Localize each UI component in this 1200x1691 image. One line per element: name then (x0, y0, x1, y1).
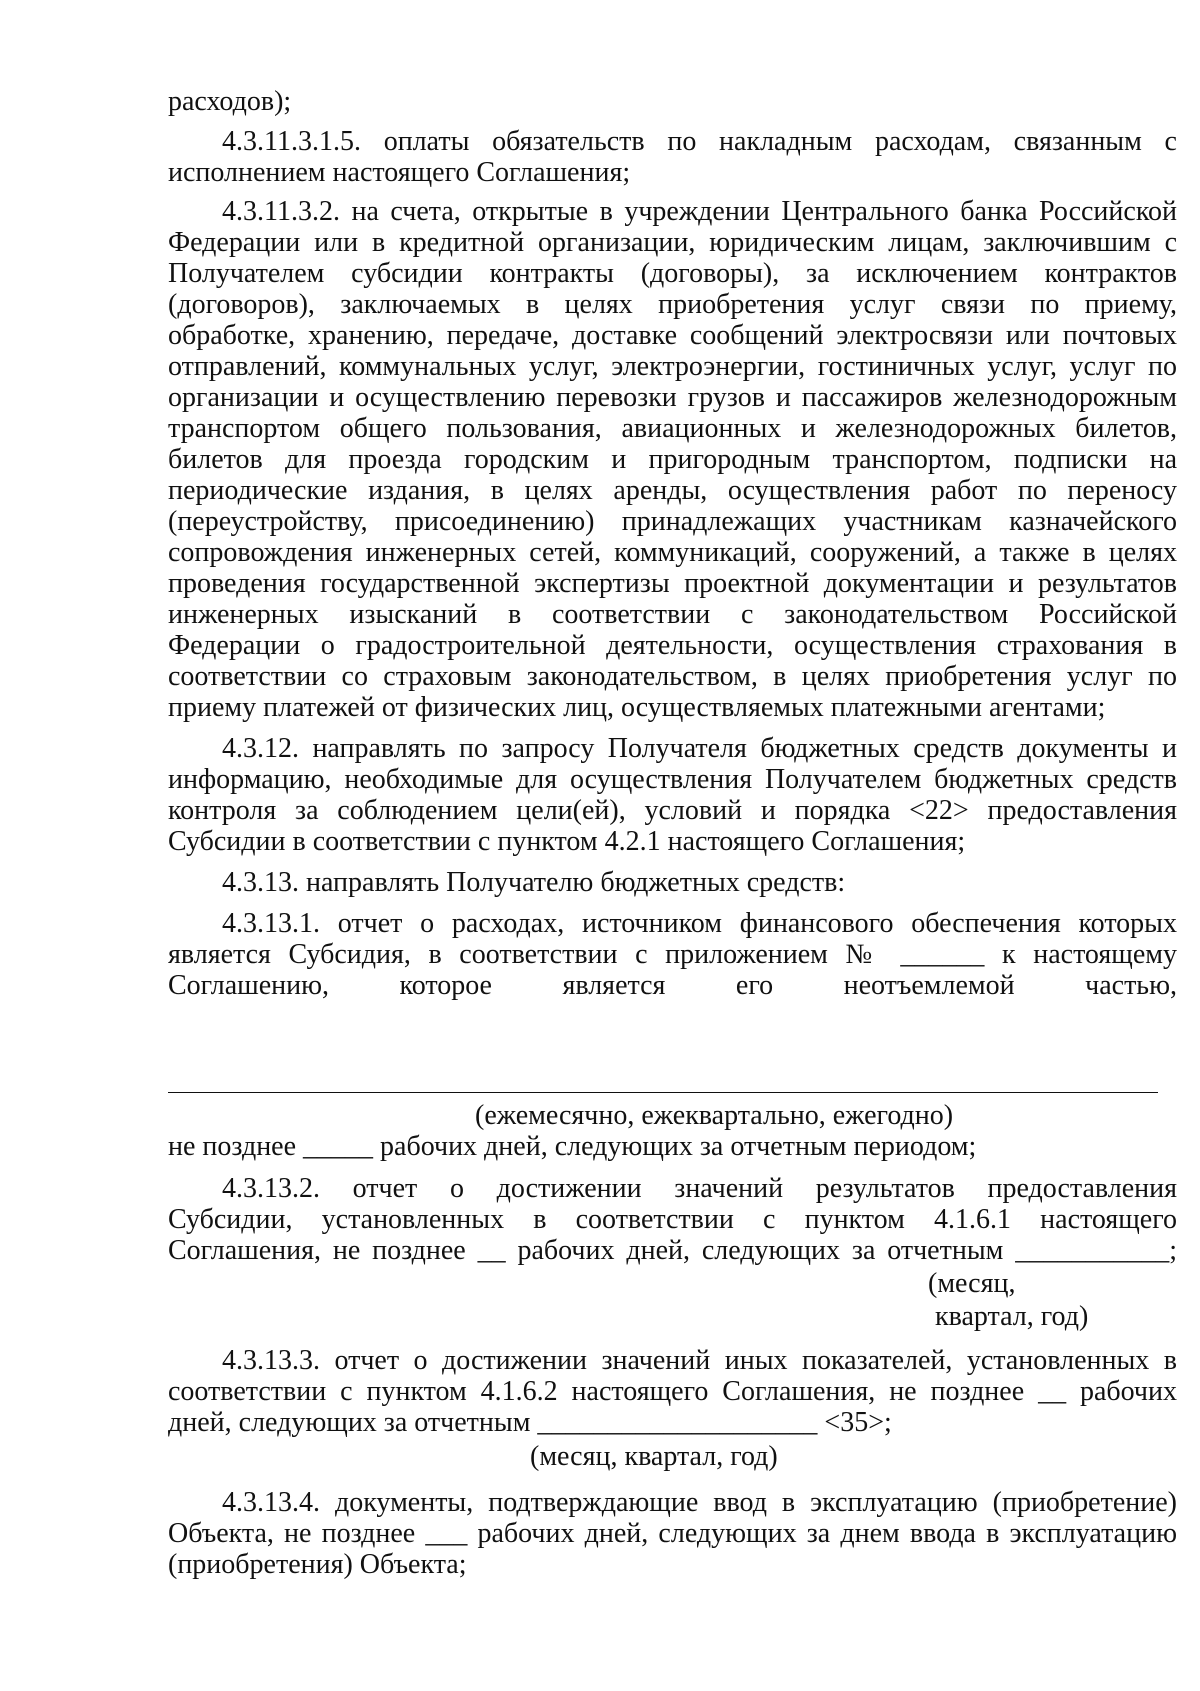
text-line: (приобретения) Объекта; (168, 1549, 467, 1580)
paragraph-4-3-12: 4.3.12. направлять по запросу Получателя бюджетных средств документы и (222, 733, 1177, 764)
text-line: информацию, необходимые для осуществления Получателем бюджетных средств (168, 764, 1177, 795)
paragraph-4-3-13-1: 4.3.13.1. отчет о расходах, источником финансового обеспечения которых (222, 908, 1177, 939)
period-hint: (месяц, квартал, год) (530, 1441, 778, 1472)
paragraph-4-3-11-3-2: 4.3.11.3.2. на счета, открытые в учреждении Центрального банка Российской (222, 196, 1177, 227)
period-hint: квартал, год) (935, 1301, 1089, 1332)
paragraph-4-3-11-3-1-5: 4.3.11.3.1.5. оплаты обязательств по накладным расходам, связанным с (222, 126, 1177, 157)
text-line: транспортом общего пользования, авиационных и железнодорожных билетов, (168, 413, 1177, 444)
text-line: инженерных изысканий в соответствии с законодательством Российской (168, 599, 1177, 630)
text-line: Соглашения, не позднее __ рабочих дней, следующих за отчетным ___________; (168, 1235, 1177, 1266)
text-line: билетов для проезда городским и пригородным транспортом, подписки на (168, 444, 1177, 475)
blank-line (168, 1092, 1158, 1093)
text-line: Субсидии, установленных в соответствии с пунктом 4.1.6.1 настоящего (168, 1204, 1177, 1235)
period-hint: (ежемесячно, ежеквартально, ежегодно) (475, 1100, 954, 1131)
text-line: обработке, хранению, передаче, доставке сообщений электросвязи или почтовых (168, 320, 1177, 351)
text-line: соответствии с пунктом 4.1.6.2 настоящего Соглашения, не позднее __ рабочих (168, 1376, 1177, 1407)
paragraph-4-3-13-2: 4.3.13.2. отчет о достижении значений результатов предоставления (222, 1173, 1177, 1204)
period-hint: (месяц, (928, 1268, 1016, 1299)
text-line: не позднее _____ рабочих дней, следующих за отчетным периодом; (168, 1131, 977, 1162)
paragraph-4-3-13-3: 4.3.13.3. отчет о достижении значений иных показателей, установленных в (222, 1345, 1177, 1376)
text-line: сопровождения инженерных сетей, коммуникаций, сооружений, а также в целях (168, 537, 1177, 568)
text-line: периодические издания, в целях аренды, осуществления работ по переносу (168, 475, 1177, 506)
text-line: расходов); (168, 86, 292, 117)
text-line: Объекта, не позднее ___ рабочих дней, следующих за днем ввода в эксплуатацию (168, 1518, 1177, 1549)
paragraph-4-3-13: 4.3.13. направлять Получателю бюджетных средств: (222, 867, 846, 898)
text-line: отправлений, коммунальных услуг, электроэнергии, гостиничных услуг, услуг по (168, 351, 1177, 382)
text-line: дней, следующих за отчетным ____________________ <35>; (168, 1407, 892, 1438)
text-line: Федерации о градостроительной деятельности, осуществления страхования в (168, 630, 1177, 661)
text-line: приему платежей от физических лиц, осуществляемых платежными агентами; (168, 692, 1106, 723)
text-line: Соглашению, которое является его неотъемлемой частью, (168, 970, 1177, 1001)
text-line: Получателем субсидии контракты (договоры), за исключением контрактов (168, 258, 1177, 289)
text-line: проведения государственной экспертизы проектной документации и результатов (168, 568, 1177, 599)
text-line: контроля за соблюдением цели(ей), условий и порядка <22> предоставления (168, 795, 1177, 826)
text-line: Субсидии в соответствии с пунктом 4.2.1 настоящего Соглашения; (168, 826, 966, 857)
paragraph-4-3-13-4: 4.3.13.4. документы, подтверждающие ввод в эксплуатацию (приобретение) (222, 1487, 1177, 1518)
text-line: Федерации или в кредитной организации, юридическим лицам, заключившим с (168, 227, 1177, 258)
text-line: организации и осуществлению перевозки грузов и пассажиров железнодорожным (168, 382, 1177, 413)
text-line: исполнением настоящего Соглашения; (168, 157, 631, 188)
text-line: (договоров), заключаемых в целях приобретения услуг связи по приему, (168, 289, 1177, 320)
text-line: соответствии со страховым законодательством, в целях приобретения услуг по (168, 661, 1177, 692)
text-line: (переустройству, присоединению) принадлежащих участникам казначейского (168, 506, 1177, 537)
text-line: является Субсидия, в соответствии с приложением № ______ к настоящему (168, 939, 1177, 970)
